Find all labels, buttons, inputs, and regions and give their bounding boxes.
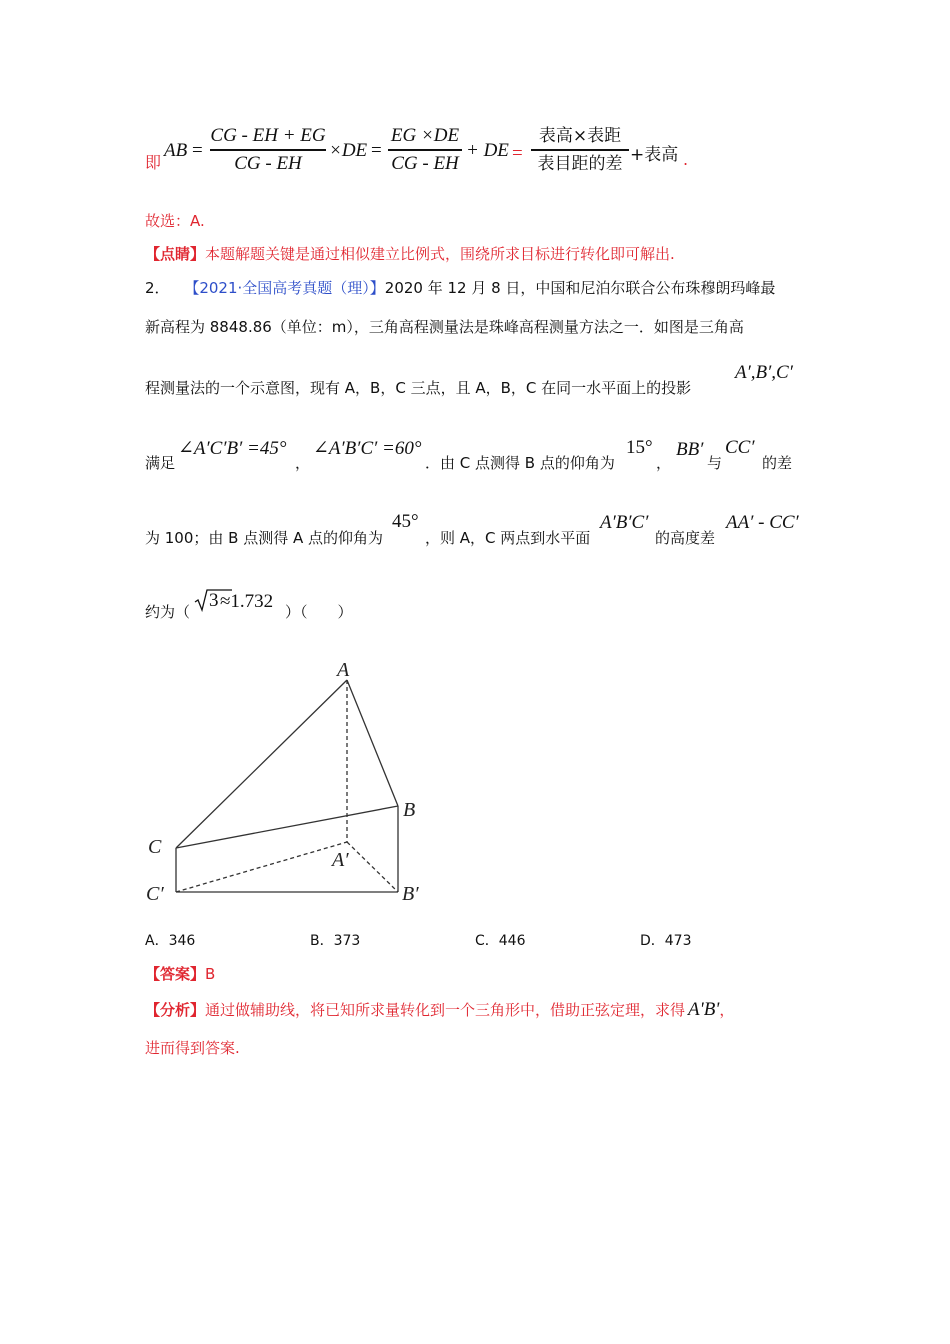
edge-a-c	[176, 680, 347, 848]
dianjing-text: 本题解题关键是通过相似建立比例式，围绕所求目标进行转化即可解出.	[205, 245, 675, 263]
label-c: C	[148, 836, 162, 858]
fraction-2-denominator: CG - EH	[391, 152, 459, 174]
q1-choice: 故选：A.	[145, 212, 205, 230]
analysis-line2: 进而得到答案.	[145, 1039, 240, 1057]
q2-diff: AA′ - CC′	[726, 512, 799, 533]
q2-line6-end: ）（ ）	[285, 603, 353, 621]
fraction-2-numerator: EG ×DE	[390, 125, 460, 146]
fraction-2	[388, 124, 462, 176]
q2-line6-pre: 约为（	[145, 603, 191, 621]
formula-red-eq: =	[512, 143, 523, 164]
survey-figure	[140, 650, 440, 914]
fraction-1	[210, 124, 326, 176]
q2-line2: 新高程为 8848.86（单位：m），三角高程测量法是珠峰高程测量方法之一．如图是三角高	[145, 318, 744, 336]
edge-c-b	[176, 806, 398, 848]
q2-angle2: ∠A′B′C′ =60°	[313, 438, 422, 459]
analysis-text1: 通过做辅助线，将已知所求量转化到一个三角形中，借助正弦定理，求得	[205, 1001, 686, 1019]
fraction-3-bar	[531, 149, 629, 151]
q2-number: 2．	[145, 279, 170, 297]
formula-times-de: ×DE	[329, 140, 368, 161]
q2-line3: 程测量法的一个示意图，现有 A，B，C 三点，且 A，B，C 在同一水平面上的投影	[145, 379, 692, 397]
formula-plus-de: + DE	[466, 140, 509, 161]
analysis-line1	[145, 999, 734, 1021]
formula-tail: +表高	[630, 145, 679, 165]
analysis-label: 【分析】	[145, 1001, 206, 1019]
option-a: A．346	[145, 933, 196, 949]
q2-line4-yu: 与	[707, 454, 723, 472]
formula-eq1: =	[192, 140, 203, 161]
option-c: C．446	[475, 933, 526, 949]
triangulation-diagram	[140, 650, 440, 910]
label-a: A	[337, 659, 350, 681]
q2-line4-end: 的差	[762, 454, 793, 472]
fraction-1-bar	[210, 149, 326, 151]
formula-period: .	[683, 150, 689, 169]
formula-ab: AB	[164, 140, 188, 161]
q2-angle-45: 45°	[392, 511, 419, 532]
analysis-text1-end: ，	[719, 1001, 735, 1019]
q2-line3-math: A′,B′,C′	[735, 362, 793, 383]
label-bp: B′	[402, 883, 419, 905]
formula-eq2: =	[371, 140, 382, 161]
sqrt-radicand: 3	[209, 590, 219, 611]
q2-line5-pre: 为 100；由 B 点测得 A 点的仰角为	[145, 529, 384, 547]
option-b: B．373	[310, 933, 361, 949]
q2-plane: A′B′C′	[600, 512, 649, 533]
q2-line4-comma2: ，	[656, 454, 672, 472]
fraction-3-denominator: 表目距的差	[537, 153, 623, 174]
fraction-3-numerator: 表高×表距	[538, 126, 622, 146]
dianjing-label: 【点睛】	[145, 245, 206, 263]
answer-line	[145, 963, 215, 984]
q2-line4-mid: ．由 C 点测得 B 点的仰角为	[425, 454, 615, 472]
q2-approx: ≈1.732	[220, 591, 274, 612]
fraction-1-denominator: CG - EH	[234, 152, 302, 174]
q2-line1-text: 2020 年 12 月 8 日，中国和尼泊尔联合公布珠穆朗玛峰最	[384, 279, 776, 297]
edge-cp-ap	[176, 842, 347, 892]
q2-line5-mid2: 的高度差	[655, 529, 716, 547]
formula-prefix: 即	[145, 153, 162, 172]
q2-source: 【2021·全国高考真题（理）】	[184, 279, 385, 297]
q2-line1	[145, 277, 775, 298]
label-cp: C′	[146, 883, 164, 905]
q2-bb: BB′	[676, 439, 704, 460]
answer-value: B	[205, 965, 216, 983]
q2-line5-mid: ，则 A，C 两点到水平面	[425, 529, 591, 547]
q2-line4-pre: 满足	[145, 454, 176, 472]
q2-cc: CC′	[725, 437, 755, 458]
fraction-3	[531, 124, 629, 176]
analysis-math: A'B'	[688, 999, 720, 1020]
label-ap: A′	[332, 849, 349, 871]
fraction-2-bar	[388, 149, 462, 151]
q2-angle-15: 15°	[626, 437, 653, 458]
q2-line4-comma: ，	[295, 454, 311, 472]
label-b: B	[403, 799, 416, 821]
answer-label: 【答案】	[145, 965, 206, 983]
q2-angle1: ∠A′C′B′ =45°	[178, 438, 287, 459]
option-d: D．473	[640, 933, 692, 949]
fraction-1-numerator: CG - EH + EG	[210, 125, 326, 146]
edge-ap-bp	[347, 842, 398, 892]
edge-a-b	[347, 680, 398, 806]
q1-dianjing	[145, 243, 675, 264]
